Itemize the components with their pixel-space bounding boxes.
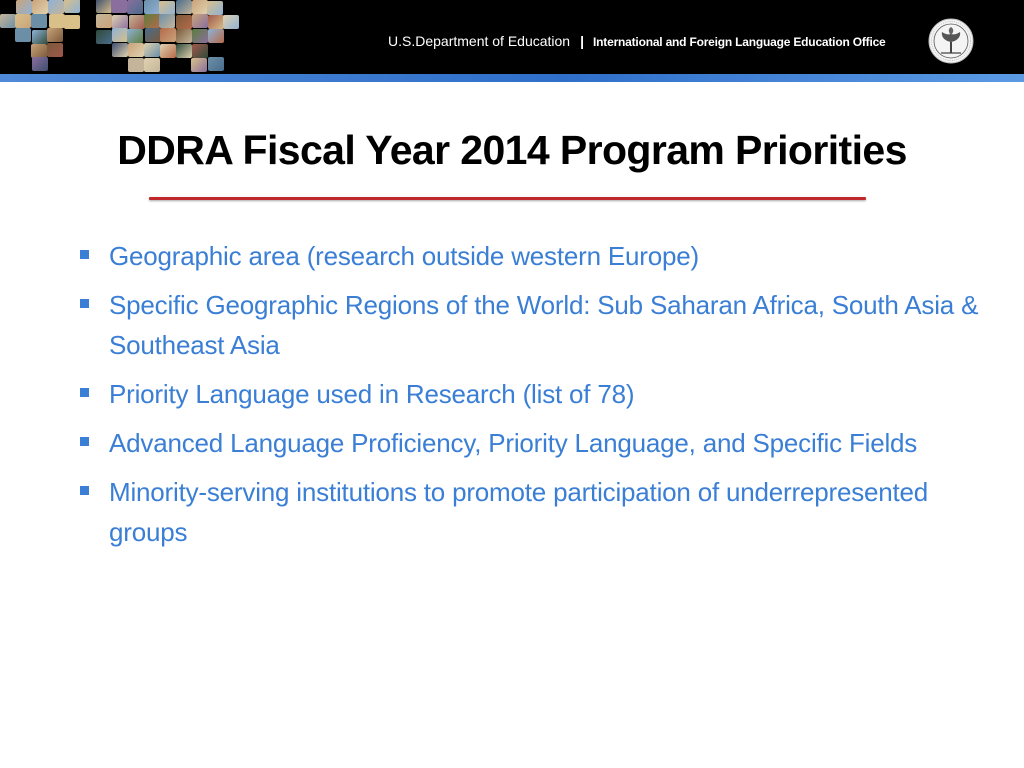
square-bullet-icon <box>80 437 89 446</box>
collage-photo-tile <box>96 0 112 13</box>
collage-photo-tile <box>32 0 48 14</box>
collage-photo-tile <box>176 44 192 58</box>
collage-photo-tile <box>112 28 128 42</box>
collage-photo-tile <box>159 1 175 15</box>
collage-photo-tile <box>144 0 160 14</box>
collage-photo-tile <box>144 43 160 57</box>
list-item <box>78 423 998 463</box>
collage-photo-tile <box>144 58 160 72</box>
collage-photo-tile <box>128 43 144 57</box>
collage-photo-tile <box>31 14 47 28</box>
title-underline <box>149 197 866 200</box>
header-separator: | <box>580 33 585 49</box>
collage-photo-tile <box>145 28 161 42</box>
collage-photo-tile <box>32 30 48 44</box>
collage-photo-tile <box>64 0 80 13</box>
list-item <box>78 285 998 365</box>
collage-photo-tile <box>208 29 224 43</box>
collage-photo-tile <box>208 57 224 71</box>
collage-photo-tile <box>223 15 239 29</box>
list-item <box>78 472 998 552</box>
bullet-text: Geographic area (research outside western Europe) <box>109 241 699 271</box>
world-map-photo-collage-icon <box>0 0 245 74</box>
collage-photo-tile <box>128 58 144 72</box>
collage-photo-tile <box>160 44 176 58</box>
collage-photo-tile <box>47 28 63 42</box>
collage-photo-tile <box>176 15 192 29</box>
office-name: International and Foreign Language Education Office <box>593 35 886 49</box>
collage-photo-tile <box>96 14 112 28</box>
collage-photo-tile <box>15 14 31 28</box>
collage-photo-tile <box>207 1 223 15</box>
bullet-text: Minority-serving institutions to promote participation of underrepresented groups <box>109 477 929 547</box>
collage-photo-tile <box>112 43 128 57</box>
collage-photo-tile <box>16 0 32 14</box>
collage-photo-tile <box>129 15 145 29</box>
collage-photo-tile <box>96 30 112 44</box>
collage-photo-tile <box>208 15 224 29</box>
list-item <box>78 374 998 414</box>
collage-photo-tile <box>49 14 65 28</box>
bullet-text: Advanced Language Proficiency, Priority Language, and Specific Fields <box>109 428 918 458</box>
square-bullet-icon <box>80 250 89 259</box>
collage-photo-tile <box>160 28 176 42</box>
collage-photo-tile <box>159 14 175 28</box>
collage-photo-tile <box>47 43 63 57</box>
collage-photo-tile <box>192 14 208 28</box>
bullet-text: Specific Geographic Regions of the World: Sub Saharan Africa, South Asia & Southeast Asia <box>109 290 979 360</box>
collage-photo-tile <box>144 14 160 28</box>
square-bullet-icon <box>80 388 89 397</box>
department-seal-icon <box>928 18 974 64</box>
slide-title: DDRA Fiscal Year 2014 Program Priorities <box>117 127 907 173</box>
collage-photo-tile <box>31 44 47 58</box>
square-bullet-icon <box>80 299 89 308</box>
collage-photo-tile <box>15 28 31 42</box>
list-item <box>78 236 998 276</box>
collage-photo-tile <box>176 29 192 43</box>
collage-photo-tile <box>176 0 192 14</box>
bullet-list <box>78 236 998 561</box>
collage-photo-tile <box>192 44 208 58</box>
collage-photo-tile <box>48 0 64 14</box>
collage-photo-tile <box>111 0 127 13</box>
collage-photo-tile <box>112 15 128 29</box>
bullet-text: Priority Language used in Research (list of 78) <box>109 379 635 409</box>
header-accent-bar <box>0 74 1024 82</box>
collage-photo-tile <box>32 57 48 71</box>
collage-photo-tile <box>127 0 143 14</box>
square-bullet-icon <box>80 486 89 495</box>
department-name: U.S.Department of Education <box>388 33 571 49</box>
collage-photo-tile <box>0 14 16 28</box>
header-text <box>388 33 886 50</box>
collage-photo-tile <box>192 29 208 43</box>
collage-photo-tile <box>192 0 208 14</box>
collage-photo-tile <box>127 29 143 43</box>
header-banner <box>0 0 1024 78</box>
collage-photo-tile <box>191 58 207 72</box>
collage-photo-tile <box>64 15 80 29</box>
